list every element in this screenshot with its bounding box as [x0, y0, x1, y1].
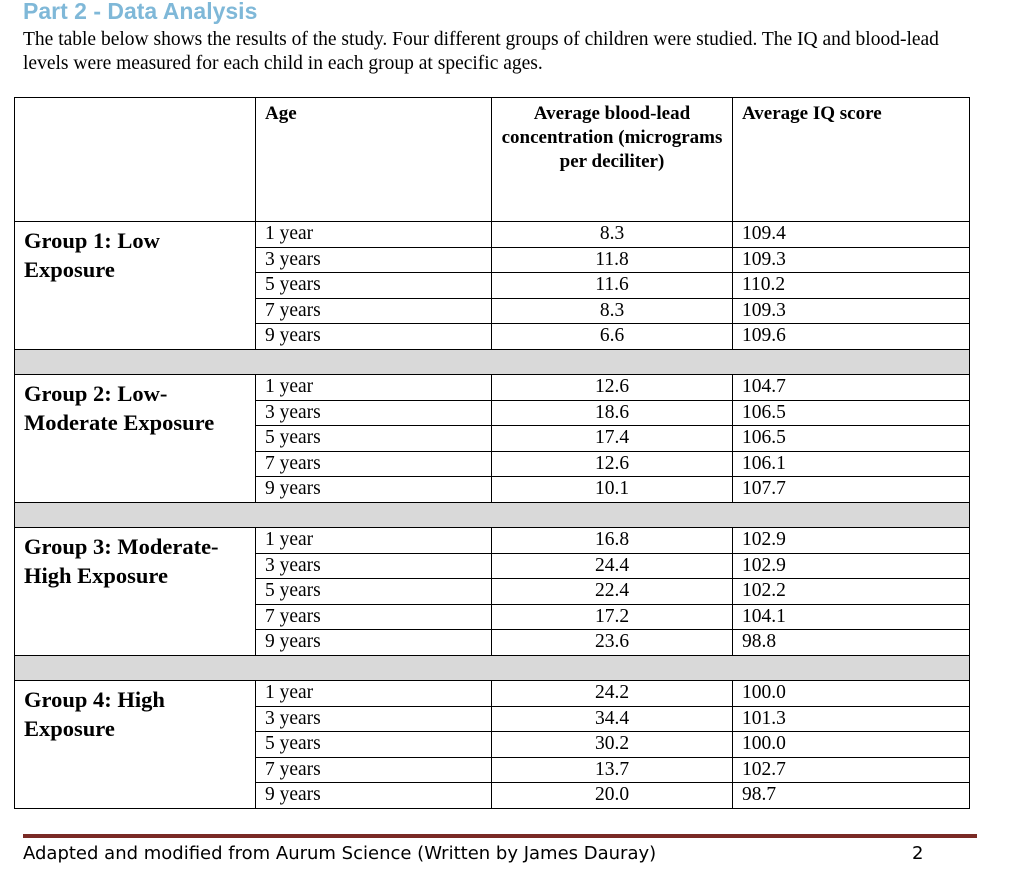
age-cell: 1 year	[256, 222, 492, 248]
iq-cell: 100.0	[733, 680, 970, 706]
lead-cell: 17.2	[492, 604, 733, 630]
age-cell: 7 years	[256, 757, 492, 783]
separator-row	[15, 502, 970, 527]
table-row	[15, 527, 970, 553]
age-cell: 5 years	[256, 426, 492, 452]
iq-cell: 106.1	[733, 451, 970, 477]
age-cell: 5 years	[256, 579, 492, 605]
section-heading: Part 2 - Data Analysis	[23, 0, 258, 24]
age-cell: 9 years	[256, 783, 492, 809]
data-table	[14, 97, 970, 809]
age-cell: 9 years	[256, 477, 492, 503]
lead-cell: 24.2	[492, 680, 733, 706]
age-cell: 5 years	[256, 273, 492, 299]
header-age: Age	[265, 103, 297, 124]
age-cell: 1 year	[256, 527, 492, 553]
age-cell: 3 years	[256, 706, 492, 732]
header-lead-cell	[492, 98, 733, 222]
lead-cell: 11.6	[492, 273, 733, 299]
group-cell	[15, 222, 256, 350]
group-cell	[15, 374, 256, 502]
header-lead: Average blood-lead concentration (micrograms per deciliter)	[501, 103, 723, 172]
age-cell: 3 years	[256, 553, 492, 579]
age-cell: 5 years	[256, 732, 492, 758]
lead-cell: 6.6	[492, 324, 733, 350]
separator-cell	[15, 349, 970, 374]
header-row	[15, 98, 970, 222]
page-number: 2	[912, 843, 924, 864]
iq-cell: 109.3	[733, 247, 970, 273]
iq-cell: 109.4	[733, 222, 970, 248]
header-iq: Average IQ score	[742, 103, 882, 124]
age-cell: 7 years	[256, 451, 492, 477]
lead-cell: 8.3	[492, 222, 733, 248]
lead-cell: 10.1	[492, 477, 733, 503]
separator-row	[15, 655, 970, 680]
iq-cell: 106.5	[733, 426, 970, 452]
table-row	[15, 374, 970, 400]
iq-cell: 102.2	[733, 579, 970, 605]
lead-cell: 12.6	[492, 451, 733, 477]
lead-cell: 13.7	[492, 757, 733, 783]
lead-cell: 34.4	[492, 706, 733, 732]
iq-cell: 104.1	[733, 604, 970, 630]
iq-cell: 104.7	[733, 374, 970, 400]
lead-cell: 17.4	[492, 426, 733, 452]
group-cell	[15, 680, 256, 808]
lead-cell: 24.4	[492, 553, 733, 579]
age-cell: 9 years	[256, 324, 492, 350]
header-empty-cell	[15, 98, 256, 222]
iq-cell: 109.3	[733, 298, 970, 324]
lead-cell: 8.3	[492, 298, 733, 324]
lead-cell: 12.6	[492, 374, 733, 400]
iq-cell: 110.2	[733, 273, 970, 299]
group-label: Group 4: High Exposure	[24, 686, 165, 741]
iq-cell: 106.5	[733, 400, 970, 426]
iq-cell: 102.9	[733, 553, 970, 579]
group-label: Group 1: Low Exposure	[24, 228, 160, 282]
table-row	[15, 222, 970, 248]
separator-cell	[15, 655, 970, 680]
header-age-cell	[256, 98, 492, 222]
age-cell: 7 years	[256, 604, 492, 630]
group-cell	[15, 527, 256, 655]
table-row	[15, 680, 970, 706]
age-cell: 1 year	[256, 374, 492, 400]
iq-cell: 107.7	[733, 477, 970, 503]
iq-cell: 102.9	[733, 527, 970, 553]
group-label: Group 3: Moderate-High Exposure	[24, 533, 219, 588]
lead-cell: 22.4	[492, 579, 733, 605]
lead-cell: 30.2	[492, 732, 733, 758]
age-cell: 9 years	[256, 630, 492, 656]
iq-cell: 101.3	[733, 706, 970, 732]
footer-credit: Adapted and modified from Aurum Science (Written by James Dauray)	[23, 843, 657, 864]
iq-cell: 98.7	[733, 783, 970, 809]
separator-row	[15, 349, 970, 374]
age-cell: 1 year	[256, 680, 492, 706]
lead-cell: 23.6	[492, 630, 733, 656]
iq-cell: 98.8	[733, 630, 970, 656]
table-body	[15, 98, 970, 809]
lead-cell: 16.8	[492, 527, 733, 553]
group-label: Group 2: Low-Moderate Exposure	[24, 380, 215, 435]
iq-cell: 109.6	[733, 324, 970, 350]
iq-cell: 102.7	[733, 757, 970, 783]
intro-paragraph: The table below shows the results of the study. Four different groups of children were studied. The IQ and blood-lead levels were measured for each child in each group at specific ages.	[23, 29, 939, 74]
lead-cell: 20.0	[492, 783, 733, 809]
iq-cell: 100.0	[733, 732, 970, 758]
age-cell: 3 years	[256, 400, 492, 426]
header-iq-cell	[733, 98, 970, 222]
footer-rule	[23, 834, 977, 838]
lead-cell: 11.8	[492, 247, 733, 273]
age-cell: 7 years	[256, 298, 492, 324]
age-cell: 3 years	[256, 247, 492, 273]
lead-cell: 18.6	[492, 400, 733, 426]
separator-cell	[15, 502, 970, 527]
